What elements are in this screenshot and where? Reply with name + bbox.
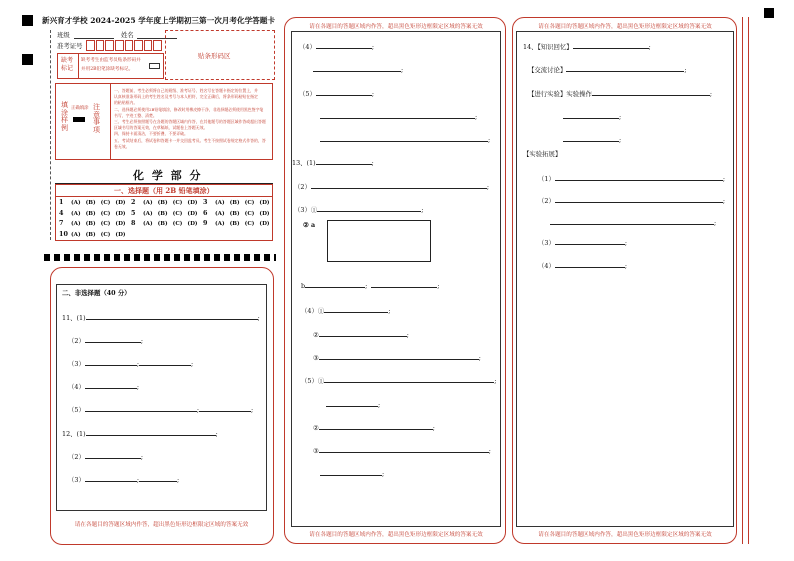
choice-option[interactable]: (C) bbox=[244, 221, 255, 227]
notes-label: 注意事项 bbox=[93, 103, 100, 135]
choice-number: 8 bbox=[131, 219, 136, 227]
corner-mark bbox=[764, 8, 774, 18]
choice-option[interactable]: (C) bbox=[100, 231, 111, 238]
choice-option[interactable]: (C) bbox=[244, 200, 255, 206]
expand-4: （4） ; bbox=[538, 262, 628, 270]
q11-5: （5） ; ; bbox=[68, 406, 254, 414]
choice-option[interactable]: (C) bbox=[100, 221, 111, 227]
choice-number: 2 bbox=[131, 198, 136, 206]
choice-option[interactable]: (C) bbox=[172, 210, 183, 217]
q13-4-3: ③ ; bbox=[313, 354, 481, 362]
right-border-line bbox=[748, 17, 749, 544]
expand-2: （2） ; bbox=[538, 197, 726, 205]
barcode-label: 贴条形码区 bbox=[198, 52, 231, 60]
q11-4: （4） ; bbox=[68, 383, 140, 391]
choice-option[interactable]: (D) bbox=[259, 210, 270, 217]
exam-no-boxes[interactable] bbox=[86, 40, 162, 51]
q12-label: 12、(1) ; bbox=[62, 430, 218, 438]
q13-5-2: ② ; bbox=[313, 424, 435, 432]
q13-2: （2） ; bbox=[294, 183, 490, 191]
choice-number: 7 bbox=[59, 219, 64, 227]
choice-option[interactable]: (A) bbox=[71, 200, 81, 206]
left-cut-line bbox=[50, 30, 51, 240]
choice-option[interactable]: (C) bbox=[172, 221, 183, 227]
corner-mark bbox=[22, 15, 33, 26]
c2-4-line: ; bbox=[313, 65, 403, 73]
choice-option[interactable]: (A) bbox=[71, 210, 81, 217]
choice-option[interactable]: (A) bbox=[71, 231, 81, 238]
choice-option[interactable]: (B) bbox=[157, 221, 168, 227]
section2-title: 二、非选择题（40 分） bbox=[62, 289, 131, 297]
expand-2-line: ; bbox=[550, 218, 716, 226]
section1-rule bbox=[55, 196, 273, 197]
notes-text: 一、答题前，考生必须将自己的班级、准考证号、姓名写在答题卡指定的位置上，并 认真核准条形码上的考生姓名及考号与本人相符，完全正确后，将条形码粘贴在指定 的粘贴框内。 二、选择题必须使用2B铅笔填涂，修改时用橡皮擦干净，非选择题必须使用黑色签字笔 书写，字迹工整、清楚。 三、考生必须按照题号在各题的答题区域内作答，在其他题号的答题区域作答或超出答题 区域书写的答案无效，在草稿纸、试题卷上答题无效。 四、保持卡面清洁，不要折叠、不要弄破。 五、考试结束后，将试卷和答题卡一并交回监考员。考生不按照试卷规定格式作答的，答 卷无效。 bbox=[114, 88, 266, 149]
choice-option[interactable]: (B) bbox=[229, 200, 240, 206]
choice-option[interactable]: (B) bbox=[85, 231, 96, 238]
choice-item[interactable] bbox=[203, 198, 275, 206]
choice-option[interactable]: (A) bbox=[143, 221, 153, 227]
page-title: 新兴育才学校 2024-2025 学年度上学期初三第一次月考化学答题卡 bbox=[42, 16, 275, 25]
choice-option[interactable]: (B) bbox=[157, 200, 168, 206]
absent-divider bbox=[78, 53, 79, 79]
choice-number: 3 bbox=[203, 198, 208, 206]
name-label: 姓名 bbox=[121, 31, 134, 39]
choice-option[interactable]: (D) bbox=[187, 200, 198, 206]
choice-option[interactable]: (B) bbox=[85, 221, 96, 227]
filled-example bbox=[73, 117, 85, 122]
choice-item[interactable] bbox=[59, 219, 131, 227]
section1-title: 一、选择题（用 2B 铅笔填涂） bbox=[114, 186, 214, 195]
experiment-line: ; bbox=[563, 135, 621, 143]
q13-5: （5）① ; bbox=[301, 377, 497, 385]
choice-option[interactable]: (D) bbox=[187, 221, 198, 227]
notes-divider bbox=[110, 83, 111, 160]
choice-option[interactable]: (D) bbox=[259, 221, 270, 227]
q13-4-2: ② ; bbox=[313, 331, 409, 339]
subject-title: 化 学 部 分 bbox=[133, 169, 203, 182]
boundary-notice: 请在各题目的答题区域内作答，超出黑色矩形边框限定区域的答案无效 bbox=[309, 532, 483, 538]
answer-box-col3 bbox=[516, 31, 734, 527]
q13-5-3: ③ ; bbox=[313, 447, 491, 455]
experiment-line: ; bbox=[563, 112, 621, 120]
q13-label: 13、(1) ; bbox=[292, 159, 374, 167]
choice-item[interactable] bbox=[59, 198, 131, 206]
choice-item[interactable] bbox=[59, 209, 131, 217]
q13-5-line: ; bbox=[320, 469, 384, 477]
class-label: 班级 bbox=[57, 31, 70, 39]
choice-item[interactable] bbox=[59, 230, 131, 238]
choice-option[interactable]: (B) bbox=[157, 210, 168, 217]
choice-option[interactable]: (A) bbox=[215, 221, 225, 227]
q11-3: （3） ; ; bbox=[68, 360, 194, 368]
q13-3-2a: ② a bbox=[303, 221, 316, 229]
choice-number: 10 bbox=[59, 229, 68, 238]
q11-2: （2） ; bbox=[68, 337, 144, 345]
c2-5: （5） ; bbox=[299, 90, 375, 98]
example-correct: 正确填涂 bbox=[71, 106, 89, 111]
choice-item[interactable] bbox=[203, 219, 275, 227]
choice-item[interactable] bbox=[131, 209, 203, 217]
q13-5-line: ; bbox=[326, 400, 380, 408]
choice-option[interactable]: (C) bbox=[244, 210, 255, 217]
q13-3: （3）① ; bbox=[294, 206, 424, 214]
choice-option[interactable]: (A) bbox=[143, 200, 153, 206]
q12-2: （2） ; bbox=[68, 453, 144, 461]
expand-3: （3） ; bbox=[538, 239, 628, 247]
choice-grid[interactable] bbox=[59, 198, 273, 240]
choice-option[interactable]: (D) bbox=[115, 221, 126, 227]
choice-option[interactable]: (D) bbox=[115, 200, 126, 206]
choice-number: 5 bbox=[131, 208, 136, 217]
choice-number: 9 bbox=[203, 219, 208, 227]
boundary-notice: 请在各题目的答题区域内作答，超出黑色矩形边框限定区域的答案无效 bbox=[538, 532, 712, 538]
c2-5-line: ; bbox=[320, 112, 477, 120]
choice-option[interactable]: (D) bbox=[115, 210, 126, 217]
separator-bar bbox=[44, 254, 276, 261]
q13-b: b ; ; bbox=[301, 282, 440, 290]
choice-number: 6 bbox=[203, 208, 208, 217]
exam-no-label: 准考证号 bbox=[57, 42, 83, 50]
absent-note: 缺考考生由监考员贴条形码并 bbox=[81, 58, 141, 63]
choice-item[interactable] bbox=[131, 219, 203, 227]
absent-label: 缺考 标记 bbox=[61, 57, 74, 73]
choice-option[interactable]: (C) bbox=[172, 200, 183, 206]
example-label: 填涂样例 bbox=[61, 101, 68, 133]
choice-option[interactable]: (C) bbox=[100, 210, 111, 217]
c2-5-line: ; bbox=[320, 135, 490, 143]
absent-note: 并用2B铅笔涂缺考标记。 bbox=[81, 67, 134, 72]
choice-option[interactable]: (A) bbox=[215, 200, 225, 206]
corner-mark bbox=[22, 54, 33, 65]
choice-option[interactable]: (B) bbox=[229, 221, 240, 227]
choice-option[interactable]: (A) bbox=[71, 221, 81, 227]
exchange-label: 【交流讨论】 ; bbox=[528, 66, 687, 74]
q13-4: （4）① ; bbox=[301, 307, 391, 315]
expand-1: （1） ; bbox=[538, 175, 726, 183]
q14-label: 14、【知识回忆】 ; bbox=[523, 43, 651, 51]
choice-option[interactable]: (B) bbox=[85, 200, 96, 206]
boundary-notice: 请在各题目的答题区域内作答，超出黑色矩形边框限定区域的答案无效 bbox=[309, 24, 483, 30]
choice-item[interactable] bbox=[203, 209, 275, 217]
c2-4: （4） ; bbox=[299, 43, 375, 51]
choice-option[interactable]: (A) bbox=[143, 210, 153, 217]
choice-number: 4 bbox=[59, 208, 64, 217]
choice-item[interactable] bbox=[131, 198, 203, 206]
choice-option[interactable]: (D) bbox=[187, 210, 198, 217]
q11-label: 11、(1) ; bbox=[62, 314, 260, 322]
expand-label: 【实验拓展】 bbox=[523, 150, 562, 158]
choice-option[interactable]: (C) bbox=[100, 200, 111, 206]
q12-3: （3） ; ; bbox=[68, 476, 180, 484]
boundary-notice: 请在各题目的答题区域内作答，超出黑色矩形边框限定区域的答案无效 bbox=[74, 522, 249, 528]
choice-option[interactable]: (D) bbox=[259, 200, 270, 206]
boundary-notice: 请在各题目的答题区域内作答，超出黑色矩形边框限定区域的答案无效 bbox=[538, 24, 712, 30]
right-border-line bbox=[742, 17, 743, 544]
absent-checkbox[interactable] bbox=[149, 63, 160, 69]
drawing-box[interactable] bbox=[327, 220, 431, 262]
choice-number: 1 bbox=[59, 198, 64, 206]
choice-option[interactable]: (B) bbox=[85, 210, 96, 217]
experiment-label: 【进行实验】实验操作 ; bbox=[528, 90, 713, 98]
choice-option[interactable]: (A) bbox=[215, 210, 225, 217]
choice-option[interactable]: (B) bbox=[229, 210, 240, 217]
choice-option[interactable]: (D) bbox=[115, 231, 126, 238]
class-field[interactable] bbox=[74, 38, 114, 39]
